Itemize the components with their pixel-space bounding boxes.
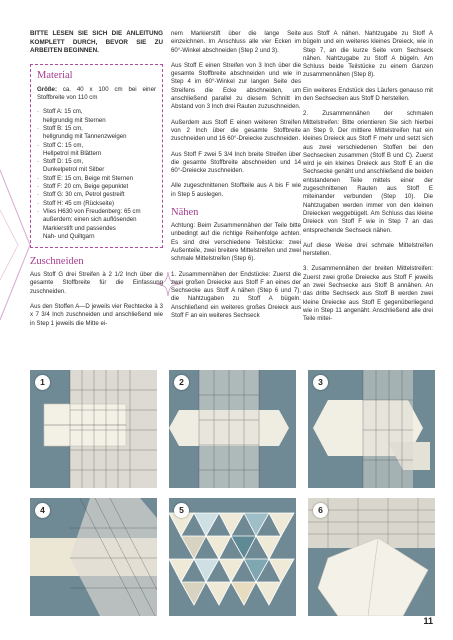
step-photo <box>308 370 435 488</box>
paragraph: nem Markierstift über die lange Seite einzeichnen. Im Anschluss alle vier Ecken im 60°-Winkel abschneiden (Step 2 und 3). <box>171 30 301 54</box>
paragraph: 2. Zusammennähen der schmalen Mittelstreifen: Bitte orientieren Sie sich hierbei an Step 9. Der mittlere Mittelstreifen hat ein kleines Dreieck aus Stoff F mehr und setzt sich aus zwei verschiedenen Stoffen bei den Sechsecken zusammen (Stoff B und C). Zuerst wird je ein kleines Dreieck aus Stoff E an die Sechsecke genäht und anschließend die beiden entstandenen Teile mittels einer der zugeschnittenen Rauten aus Stoff E miteinander verbunden (Step 10). Die Nahtzugaben werden immer von den kleinen Dreiecken weggebügelt. Am Schluss das kleine Dreieck von Stoff F wie in Step 7 an das entsprechende Sechseck nähen. <box>303 110 433 234</box>
cutting-mat-photo <box>30 370 157 488</box>
section-title-zuschneiden: Zuschneiden <box>30 256 84 268</box>
step-photo <box>30 498 157 616</box>
material-item: Markierstift und passendes <box>43 224 116 232</box>
size-label: Größe: <box>37 85 57 93</box>
step-photo <box>308 498 435 616</box>
cutting-mat-photo <box>308 498 435 616</box>
material-item: außerdem: einen sich auflösenden <box>43 216 137 224</box>
step-number-badge: 1 <box>35 375 50 390</box>
material-list <box>37 108 156 241</box>
column-1 <box>30 30 163 335</box>
size-info <box>37 86 156 103</box>
material-item: · Stoff A: 15 cm, <box>37 108 156 116</box>
step-photo <box>169 370 296 488</box>
paragraph: Aus den Stoffen A—D jeweils vier Rechtecke à 3 x 7 3/4 Inch zuschneiden und anschließend wie in Step 1 jeweils die Mitte ei- <box>30 303 163 327</box>
paragraph: 3. Zusammennähen der breiten Mittelstreifen: Zuerst zwei große Dreiecke aus Stoff F jeweils an zwei Sechsecke aus Stoff B annähen. An das dritte Sechseck aus Stoff B werden zwei kleine Dreiecke aus Stoff E gegenüberliegend wie in Step 11 angenäht. Anschließend alle drei Teile mitei- <box>303 265 433 323</box>
quilt-layout-photo <box>169 498 296 616</box>
paragraph: Auf diese Weise drei schmale Mittelstreifen herstellen. <box>303 241 433 258</box>
step-number-badge: 2 <box>174 375 189 390</box>
step-number-badge: 3 <box>313 375 328 390</box>
section-title-naehen: Nähen <box>171 207 199 219</box>
page-number: 11 <box>423 616 433 626</box>
step-photo <box>169 498 296 616</box>
size-text: ca. 40 x 100 cm bei einer Stoffbreite von 110 cm <box>37 85 156 102</box>
column-2 <box>171 30 301 327</box>
material-item: · Stoff H: 45 cm (Rückseite) <box>37 200 156 208</box>
material-item: hellgrundig mit Tannenzweigen <box>43 133 127 141</box>
step-number-badge: 4 <box>35 503 50 518</box>
material-item: · Stoff G: 30 cm, Petrol gestreift <box>37 191 156 199</box>
column-3 <box>303 30 433 331</box>
material-box <box>30 64 163 248</box>
paragraph: Alle zugeschnittenen Stoffteile aus A bis F wie in Step 5 auslegen. <box>171 182 301 198</box>
material-item: · Vlies H630 von Freudenberg: 65 cm <box>37 208 156 216</box>
cutting-mat-photo <box>169 370 296 488</box>
material-title: Material <box>37 69 73 81</box>
material-item: Nah- und Quiltgarn <box>43 232 95 240</box>
paragraph: Achtung: Beim Zusammennähen der Teile bitte unbedingt auf die richtige Reihenfolge achten. Es sind drei verschiedene Teilstücke: zwei Außenteile, zwei breitere Mittelstreifen und zwei schmale Mittelstreifen (Step 6). <box>171 222 301 263</box>
step-number-badge: 5 <box>174 503 189 518</box>
material-item: · Stoff B: 15 cm, <box>37 125 156 133</box>
cutting-mat-photo <box>30 498 157 616</box>
paragraph: Aus Stoff F zwei 5 3/4 Inch breite Streifen über die gesamte Stoffbreite abschneiden und 14 60°-Dreiecke zuschneiden. <box>171 150 301 175</box>
paragraph: Ein weiteres Endstück des Läufers genauso mit den Sechsecken aus Stoff D herstellen. <box>303 86 433 103</box>
material-item: · Stoff F: 20 cm, Beige gepunktet <box>37 183 156 191</box>
paragraph: Außerdem aus Stoff E einen weiteren Streifen von 2 Inch über die gesamte Stoffbreite zuschneiden und 16 60°-Dreiecke zuschneiden. <box>171 118 301 143</box>
step-number-badge: 6 <box>313 503 328 518</box>
cutting-mat-photo <box>308 370 435 488</box>
step-photo <box>30 370 157 488</box>
intro-note: BITTE LESEN SIE SICH DIE ANLEITUNG KOMPLETT DURCH, BEVOR SIE ZU ARBEITEN BEGINNEN. <box>30 30 163 55</box>
paragraph: Aus Stoff E einen Streifen von 3 Inch über die gesamte Stoffbreite abschneiden und wie in Step 4 im 60°-Winkel zur langen Seite des Streifens die Ecke abschneiden, um anschließend parallel zu diesem Schnitt im Abstand von 3 Inch drei Rauten zuzuschneiden. <box>171 61 301 111</box>
material-item: Hellpetrol mit Blättern <box>43 149 102 157</box>
paragraph: aus Stoff A nähen. Nahtzugabe zu Stoff A bügeln und ein weiteres kleines Dreieck, wie in Step 7, an die kurze Seite vom Sechseck nähen. Nahtzugabe zu Stoff A bügeln. Am Schluss beide Teilstücke zu einem Ganzen zusammennähen (Step 8). <box>303 30 433 79</box>
material-item: Dunkelpetrol mit Silber <box>43 166 105 174</box>
paragraph: Aus Stoff G drei Streifen à 2 1/2 Inch über die gesamte Stoffbreite für die Einfassung zuschneiden. <box>30 271 163 295</box>
material-item: hellgrundig mit Sternen <box>43 116 106 124</box>
material-item: · Stoff C: 15 cm, <box>37 142 156 150</box>
material-item: · Stoff D: 15 cm, <box>37 158 156 166</box>
material-item: · Stoff E: 15 cm, Beige mit Sternen <box>37 175 156 183</box>
paragraph: 1. Zusammennähen der Endstücke: Zuerst die zwei großen Dreiecke aus Stoff F an eines der Sechsecke aus Stoff A nähen (Step 6 und 7), die Nahtzugaben zu Stoff A bügeln. Anschließend ein weiteres großes Dreieck aus Stoff F an ein weiteres Sechseck <box>171 270 301 320</box>
step-photo-grid <box>30 370 435 616</box>
